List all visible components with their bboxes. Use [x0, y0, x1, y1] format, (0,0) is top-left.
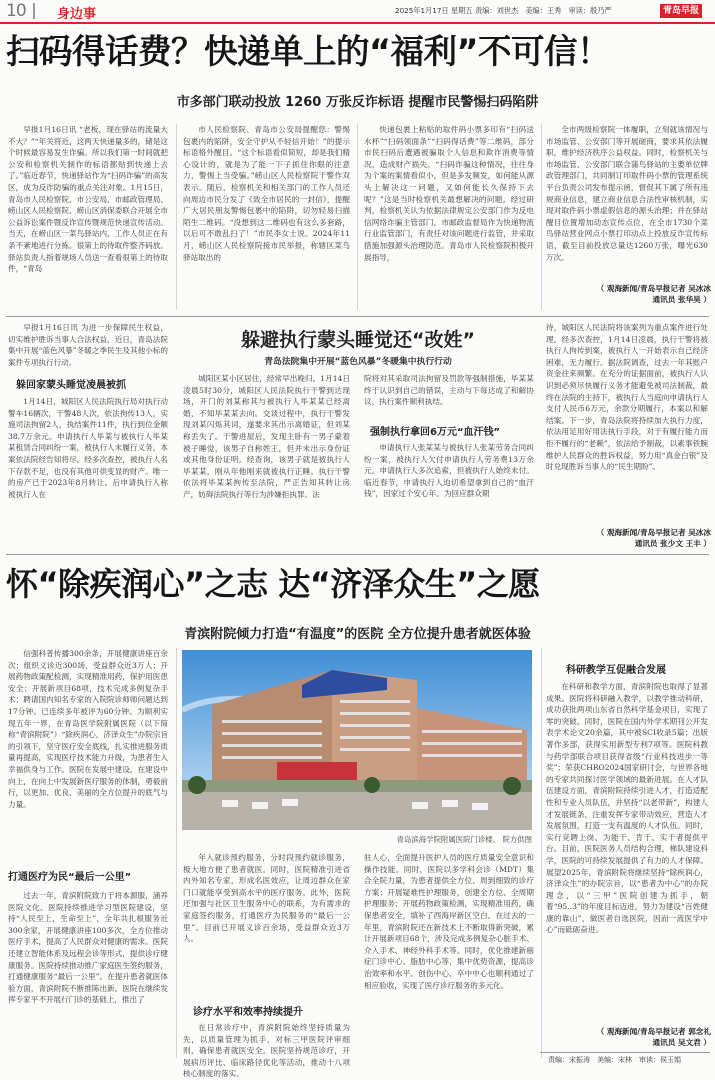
story3-subhead-c: 科研教学互促融合发展 [566, 665, 666, 676]
story3-deck: 青滨附院倾力打造“有温度”的医院 全方位提升患者就医体验 [184, 627, 531, 642]
newspaper-logo: 青岛早报 [660, 4, 702, 18]
story1-col4: 全市两级检察院一体履职，立刻就该情况与市场监管、公安部门等开展磋商，要求其依法履职，维护经济秩序公益权益。同时，检察机关与市场监管、公安部门联合蒲鸟驿站的主要单位牌政管理部门，共同制订印取件码小票的管理系统平台负责公司发布提示函，督促其下属了所有违规商业信息，建立商业信息合法性审核机制，实现对取件码小票虚假信息的源头治理；并在驿站醒目位置增加动态宣传点位，在全市1730个菜鸟驿站营业网点小票打印动点上投放反诈宣传标语，截至目前投放总量达1260万张，曝光630万次。 [546, 125, 708, 262]
story3-byline: （ 观海新闻/青岛早报记者 郭念礼 通讯员 吴文君 ） [596, 1027, 711, 1047]
story1-col3: 快递包裹上粘贴的取件码小票多印有“扫码送水杯”“扫码领面条”“扫码得话费”等二维码，部分市民扫码后遭遇被骗取个人信息和欺诈消费等情况，造成财产损失。“扫码诈骗这种情况，往往身为个案的案情看似小，但是多发频发，如何能从源头上解决这一问题，又如何能长久保持下去呢？”这是当时检察机关最想解决的问题。经过研判，检察机关认为依据法律规定公安部门作为反电信网络诈骗主管部门，市邮政监督局作为快递物流行业监管部门，有责任对该问题进行监管，并采取措施加强源头治理防范。青岛市人民检察院积极开展指导， [364, 125, 534, 262]
story1-headline: 扫码得话费？快递单上的“福利”不可信！ [6, 32, 611, 71]
story3-headline: 怀“除疾润心”之志 达“济泽众生”之愿 [6, 565, 540, 603]
story2-headline: 躲避执行蒙头睡觉还“改姓” [241, 329, 475, 351]
story2-deck: 青岛法院集中开展“蓝色风暴”冬暖集中执行行动 [264, 357, 452, 367]
story2-col4: 待，城阳区人民法院将该案列为重点案件进行处理。经多次查控，1月14日凌晨，执行干警将被执行人拘传到案，被执行人一开始表示自己经济困难，无力履行。据法院调查，过去一年其账户资金往来频繁。在充分的证据面前，被执行人认识到必须尽快履行义务才能避免被司法制裁，最终在法院的主持下，被执行人当庭向申请执行人支付人民币6万元，余款分期履行，本案以和解结案。下一步，青岛法院将持续加大执行力度，依法用足用好用法执行手段，对于有履行能力而拒不履行的“老赖”，依法给予制裁，以素事铁腕维护人民群众的胜诉权益，努力用“真金白银”及时兑现胜诉当事人的“民生期盼”。 [546, 323, 708, 472]
story2-col2: 城阳区某小区居住，经常早出晚归。1月14日凌晨5时30分，城阳区人民法院执行干警到达现场，开门的刘某称其与被执行人毕某某已经离婚，不知毕某某去向。交谈过程中，执行干警发现刘某闪烁其词，遂要求其出示离婚证，但刘某称丢失了。干警进屋后，发现主卧有一男子蒙着被子睡觉，该男子自称姓王，但并未出示身份证或其他身份证明。经查询，该男子就是被执行人毕某某，刚从年他刚来就被执行正睡。执行干警依法将毕某某拘传至法院，严正告知其转让房产，妨碍法院执行等行为涉嫌拒执罪。法 [183, 374, 350, 499]
header-rule [0, 22, 715, 24]
story2-byline: （ 观海新闻/青岛早报记者 吴冰冰 通讯员 张少文 王丰 ） [596, 528, 711, 548]
story3-col1-top: 信强科普传播300余条，开展健康讲座百余次；组织义诊近300场，受益群众近3万人；开展药物政策配检测，实现精准用药，保护用医患安全；开展新项目68项，技术完成多例复杂手术；聘请国内知名专家的入院院诊师师问题达到17分钟。已连续多年被评为60分钟。为顺利实现五年一界，在青岛医学院附属医院（以下简称“青滨附院”）“除疾润心，济泽众生”办院宗旨的引领下，坚守医疗安全底线，扎实推进服务质量再提高，实现医疗技术能力升级，为患者生入幸福供身与工作。医院在发展中建设，在建设中向上，在向上中发展新医疗服务的体制，勇毅前行，以更加、优良、美丽的全方位提升的底气与力量。 [8, 649, 168, 809]
header-divider [33, 3, 35, 19]
hospital-building-image [182, 650, 532, 830]
story2-left-body: 1月14日，城阳区人民法院执行局对执行动警车16辆次，干警48人次，依法拘传13人，实施司法拘留2人，执结案件11件，执行到位金额38.7万余元。申请执行人毕某与被执行人毕某某租赁合同纠纷一案，被执行人未履行义务，本案依法院经告知将尽。经多次查控，被执行人名下存款不足，也没有其他可供变显的财产。唯一的房产已于2023年8月转让。后申请执行人称被执行人在 [8, 397, 168, 499]
story3-subhead-a: 打通医疗为民“最后一公里” [8, 872, 132, 883]
story3-col1-bottom: 过去一年，青滨附院致力于将本源服，涵养医院文化。医院持续推进学习型医院建设，坚持“人民至上，生命至上”，全年共扎根服务近300余家，开展健康讲座100多次，全方位推动医疗手术，提高了人民群众对健康的需求。医院还建立智能体系及远程会诊等形式，提供诊疗健康服务。医院持续推动推广家庭医生签约服务，打通健康服务“最后一公里”。在提升患者就医体验方面，青滨附院不断推陈出新。医院在继续发挥专家平不开展行门诊的基础上，推出了 [8, 891, 168, 1005]
column-rule [357, 124, 358, 310]
page-header [0, 0, 715, 22]
story2-lead: 早报1月16日讯 为进一步保障民生权益，切实维护胜诉当事人合法权益，近日，青岛法院集中开展“蓝色风暴”冬暖之季民生及其他小标的案件专项执行行动。 [8, 323, 168, 367]
story1-deck: 市多部门联动投放 1260 万张反诈标语 提醒市民警惕扫码陷阱 [176, 95, 539, 110]
story3-col2: 年入就诊预约服务，分时段预约就诊服务，极大地方便了患者就医。同时，医院精准引进省内外知名专家，形成名医效应，让周边群众在家门口就能享受到高水平的医疗服务。此外，医院还加强与社区卫生服务中心的联系，为有需求的家庭签约服务，打通医疗为民服务的“最后一公里”。目前已开展义诊百余场，受益群众近3万人。 [183, 853, 350, 944]
column-rule [541, 124, 542, 310]
story1-col1: 早报1月16日讯 “老板，现在驿站的流量大不大？”“年关将近，这两天快递量多的，储是这个时候最容易发生诈骗。所以我们第一时间就把公安和检察机关制作的标语都贴到快递上去了。”临近春节，快递驿站作为“扫码诈骗”的高发区，成为反诈防骗的重点关注对象。1月15日，青岛市人民检察院、市公安局、市邮政管理局、崂山区人民检察院、崂山区消保委联合开展全市公益诉讼案件暨反诈宣传暨规范快递宣传活动。当天，在崂山区一菜鸟驿站内，工作人员正在有条不紊地进行分拣。很第上的待取件整齐码放。驿站负责人指着规场人员送一查看很第上的待取件，“青岛 [8, 125, 168, 274]
hospital-photo [182, 650, 532, 830]
section-rule [6, 554, 709, 555]
story3-col3: 驻人心，全面提升医护人员的医疗质量安全意识和操作技能。同时，医院以多学科会诊（MDT）集合全院力量，为患者提供全方位、周到细致的诊疗方案；开展疑难性护理服务，创建全方位、全周期护理服务；开展药物政策检测，实现精准用药，确保患者安全，填补了西海岸新区空白。在过去的一年里，青滨附院还在新技术上不断取得新突破，累计开展新项目68个，涉及完成多例复杂心脏手术、介入手术、神经外科手术等。同时，优化推建新癌症门诊中心、脂肪中心等，集中优势资源，提高诊治效率和水平。创伤中心、卒中中心也顺利通过了相应验收，实现了医疗诊疗服务的多元化。 [364, 853, 534, 990]
story3-col4: 在科研和教学方面，青滨附院也取得了显著成果。医院将科研融入教学，以教学推动科研，成功获批两项山东省自然科学基金项目，实现了零的突破。同时，医院在国内外学术期刊公开发表学术论文20余篇，其中被SCI收录5篇；出版著作多部，获得实用新型专利7项等。医院科教与药学部联合项目获得省级“行业科技进步一等奖”；荣获CHRO2024国家研讨会，与世界各地的专家共同探讨医学领域的最新进展。在人才队伍建设方面，青滨附院持续引进人才，打造适配性和专业人员队伍，并坚持“以老带新”，构建人才发展链条，注重发挥专家带动效应，营造人才发展氛围，打造一支有温度的人才队伍。同时，实行竞聘上岗、为能干、肯干、实干者提供平台。目前，医院医务人员结构合理，梯队建设科学，医院的可持续发展提供了有力的人才保障。展望2025年，青滨附院将继续坚持“除疾润心，济泽众生”的办院宗旨，以“患者为中心”的办院理念，以“三甲”医院创建为抓手，朝着“95..3”的年度目标迈进，努力为建设“百姓健康的靠山”，做医者自选医院，因而一流医学中心”而砥砺奋进。 [546, 682, 708, 935]
section-title: 身边事 [57, 7, 97, 22]
story2-subhead-1: 躲回家蒙头睡觉凌晨被抓 [16, 380, 126, 391]
column-rule [176, 648, 177, 1058]
column-rule [176, 124, 177, 310]
story2-subhead-2: 强制执行拿回6万元“血汗钱” [370, 427, 501, 438]
story2-col3-body: 申请执行人张某某与被执行人张某劳务合同纠纷一案，被执行人欠付申请执行人劳务费13万余元。申请执行人多次追索，但被执行人始终未付。临近春节，申请执行人迫切希望拿到自己的“血汗钱”，因家过个安心年。为回应群众期 [364, 443, 534, 499]
story1-col2: 市人民检察院、青岛市公安局提醒您：警惕包裹内的陷阱，安全守护从不轻信开始！”的提示标语格外醒目。“这个标语看似简短，却是我们精心设计的，就是为了能一下子抓住你眼的注意力，警惕上当受骗。”崂山区人民检察院干警作双表示。随后，检察机关和相关部门的工作人员还向周边市民分发了《致全市居民的一封信》，提醒广大居民朋友警惕包裹中的陷阱，切勿轻易扫描陌生二维码。“没想到这二维码也有这么多套路，以后可不敢乱扫了！”市民李女士说。2024年11月，崂山区人民检察院接市民举报，称辖区菜鸟驿站取出的 [183, 125, 350, 262]
footer-rule [540, 1052, 710, 1053]
story3-subhead-b: 诊疗水平和效率持续提升 [193, 1007, 303, 1018]
header-editors: 责编：刘世杰 美编：王秀 审读：殷乃严 [475, 6, 612, 15]
story2-col3-top: 院将对其采取司法拘留及罚款等强制措施，毕某某终于认识到自己的错误，主动与下每达成了和解协议，执行案件顺利执结。 [364, 374, 534, 407]
photo-caption: 青岛滨海学院附属医院门诊楼。 院方供图 [396, 835, 532, 844]
header-date: 2025年1月17日 星期五 [395, 6, 473, 15]
story1-byline: （ 观海新闻/青岛早报记者 吴冰冰 通讯员 张华昊 ） [596, 284, 711, 304]
section-rule [6, 316, 709, 317]
footer-editors: 责编：宋振涛 美编：宋林 审读：侯玉娟 [548, 1056, 681, 1064]
page-number: 10 [6, 1, 26, 21]
column-rule [541, 648, 542, 1058]
story3-col2-bottom: 在日常诊疗中，青滨附院始终坚持质量为先，以质量管理为抓手，对标三甲医院评审细则，确保患者就医安全。医院坚持规范诊疗，开展病历评比、临床路径优化等活动，推动十八项核心制度的落实。 [183, 1023, 350, 1079]
